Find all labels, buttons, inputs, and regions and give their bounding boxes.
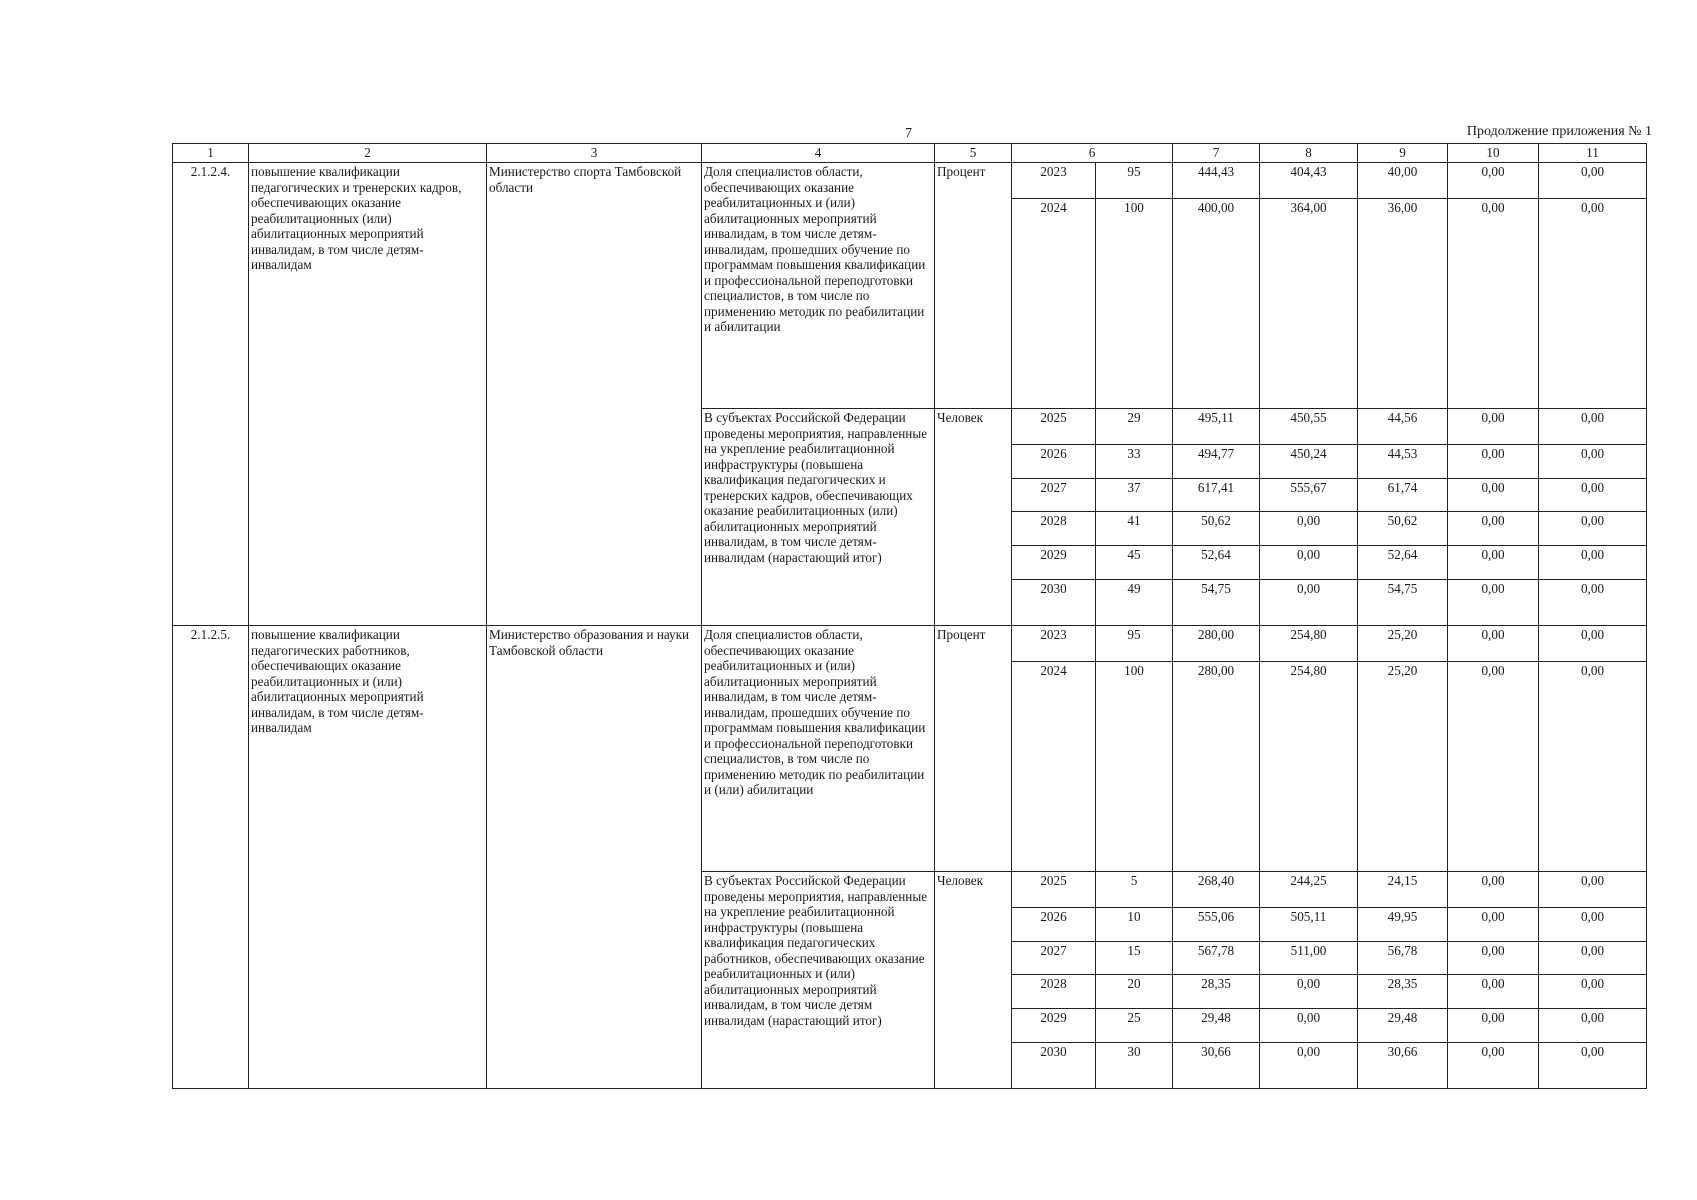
amount-other-cell: 0,00 xyxy=(1539,975,1647,1009)
amount-federal-cell: 450,24 xyxy=(1260,445,1358,479)
amount-regional-cell: 28,35 xyxy=(1358,975,1448,1009)
amount-regional-cell: 24,15 xyxy=(1358,872,1448,908)
header-cell: 7 xyxy=(1173,144,1260,163)
table-body xyxy=(173,163,1647,1089)
amount-regional-cell: 25,20 xyxy=(1358,626,1448,662)
value-cell: 45 xyxy=(1096,546,1173,580)
value-cell: 20 xyxy=(1096,975,1173,1009)
amount-total-cell: 400,00 xyxy=(1173,199,1260,409)
amount-federal-cell: 505,11 xyxy=(1260,908,1358,942)
amount-total-cell: 495,11 xyxy=(1173,409,1260,445)
header-cell: 1 xyxy=(173,144,249,163)
header-cell: 3 xyxy=(487,144,702,163)
year-cell: 2025 xyxy=(1012,872,1096,908)
value-cell: 29 xyxy=(1096,409,1173,445)
year-cell: 2023 xyxy=(1012,626,1096,662)
amount-local-cell: 0,00 xyxy=(1448,1009,1539,1043)
amount-total-cell: 54,75 xyxy=(1173,580,1260,626)
year-cell: 2029 xyxy=(1012,546,1096,580)
indicator-text: Доля специалистов области, обеспечивающих оказание реабилитационных и (или) абилитационных мероприятий инвалидам, в том числе детям-инвалидам, прошедших обучение по программам повышения квалификации и профессиональной переподготовки специалистов, в том числе по применению методик по реабилитации и абилитации xyxy=(702,163,935,409)
value-cell: 49 xyxy=(1096,580,1173,626)
indicator-unit: Процент xyxy=(935,163,1012,409)
amount-regional-cell: 30,66 xyxy=(1358,1043,1448,1089)
item-code: 2.1.2.5. xyxy=(173,626,249,1089)
value-cell: 25 xyxy=(1096,1009,1173,1043)
amount-total-cell: 50,62 xyxy=(1173,512,1260,546)
amount-total-cell: 29,48 xyxy=(1173,1009,1260,1043)
amount-other-cell: 0,00 xyxy=(1539,445,1647,479)
amount-local-cell: 0,00 xyxy=(1448,479,1539,512)
value-cell: 15 xyxy=(1096,942,1173,975)
amount-local-cell: 0,00 xyxy=(1448,546,1539,580)
amount-local-cell: 0,00 xyxy=(1448,908,1539,942)
year-cell: 2026 xyxy=(1012,908,1096,942)
item-executor: Министерство образования и науки Тамбовской области xyxy=(487,626,702,1089)
amount-federal-cell: 450,55 xyxy=(1260,409,1358,445)
year-cell: 2027 xyxy=(1012,942,1096,975)
value-cell: 100 xyxy=(1096,662,1173,872)
amount-total-cell: 567,78 xyxy=(1173,942,1260,975)
indicator-text: Доля специалистов области, обеспечивающих оказание реабилитационных и (или) абилитационных мероприятий инвалидам, в том числе детям-инвалидам, прошедших обучение по программам повышения квалификации и профессиональной переподготовки специалистов, в том числе по применению методик по реабилитации и (или) абилитации xyxy=(702,626,935,872)
amount-regional-cell: 29,48 xyxy=(1358,1009,1448,1043)
amount-regional-cell: 36,00 xyxy=(1358,199,1448,409)
amount-total-cell: 28,35 xyxy=(1173,975,1260,1009)
amount-regional-cell: 44,56 xyxy=(1358,409,1448,445)
amount-regional-cell: 25,20 xyxy=(1358,662,1448,872)
amount-local-cell: 0,00 xyxy=(1448,872,1539,908)
continuation-note: Продолжение приложения № 1 xyxy=(1466,124,1652,139)
value-cell: 95 xyxy=(1096,626,1173,662)
amount-federal-cell: 0,00 xyxy=(1260,1009,1358,1043)
table-row xyxy=(173,163,1647,199)
amount-federal-cell: 254,80 xyxy=(1260,662,1358,872)
amount-local-cell: 0,00 xyxy=(1448,662,1539,872)
amount-federal-cell: 511,00 xyxy=(1260,942,1358,975)
amount-other-cell: 0,00 xyxy=(1539,908,1647,942)
amount-other-cell: 0,00 xyxy=(1539,942,1647,975)
amount-total-cell: 280,00 xyxy=(1173,662,1260,872)
value-cell: 10 xyxy=(1096,908,1173,942)
header-cell: 6 xyxy=(1012,144,1173,163)
amount-federal-cell: 254,80 xyxy=(1260,626,1358,662)
amount-federal-cell: 244,25 xyxy=(1260,872,1358,908)
amount-other-cell: 0,00 xyxy=(1539,662,1647,872)
amount-local-cell: 0,00 xyxy=(1448,975,1539,1009)
header-cell: 8 xyxy=(1260,144,1358,163)
amount-federal-cell: 364,00 xyxy=(1260,199,1358,409)
value-cell: 5 xyxy=(1096,872,1173,908)
amount-local-cell: 0,00 xyxy=(1448,626,1539,662)
amount-regional-cell: 40,00 xyxy=(1358,163,1448,199)
amount-other-cell: 0,00 xyxy=(1539,479,1647,512)
year-cell: 2030 xyxy=(1012,1043,1096,1089)
value-cell: 33 xyxy=(1096,445,1173,479)
amount-total-cell: 268,40 xyxy=(1173,872,1260,908)
value-cell: 95 xyxy=(1096,163,1173,199)
header-row xyxy=(173,144,1647,163)
amount-regional-cell: 44,53 xyxy=(1358,445,1448,479)
amount-total-cell: 280,00 xyxy=(1173,626,1260,662)
item-executor: Министерство спорта Тамбовской области xyxy=(487,163,702,626)
appendix-table xyxy=(172,143,1647,1089)
indicator-unit: Человек xyxy=(935,409,1012,626)
year-cell: 2029 xyxy=(1012,1009,1096,1043)
page-number: 7 xyxy=(905,126,912,141)
value-cell: 41 xyxy=(1096,512,1173,546)
amount-regional-cell: 52,64 xyxy=(1358,546,1448,580)
amount-regional-cell: 61,74 xyxy=(1358,479,1448,512)
table-row xyxy=(173,626,1647,662)
amount-total-cell: 555,06 xyxy=(1173,908,1260,942)
header-cell: 2 xyxy=(249,144,487,163)
amount-regional-cell: 49,95 xyxy=(1358,908,1448,942)
year-cell: 2025 xyxy=(1012,409,1096,445)
amount-total-cell: 30,66 xyxy=(1173,1043,1260,1089)
item-name: повышение квалификации педагогических работников, обеспечивающих оказание реабилитационных и (или) абилитационных мероприятий инвалидам, в том числе детям-инвалидам xyxy=(249,626,487,1089)
amount-total-cell: 617,41 xyxy=(1173,479,1260,512)
amount-local-cell: 0,00 xyxy=(1448,512,1539,546)
amount-total-cell: 494,77 xyxy=(1173,445,1260,479)
amount-federal-cell: 404,43 xyxy=(1260,163,1358,199)
amount-other-cell: 0,00 xyxy=(1539,409,1647,445)
amount-other-cell: 0,00 xyxy=(1539,1043,1647,1089)
header-cell: 5 xyxy=(935,144,1012,163)
year-cell: 2024 xyxy=(1012,662,1096,872)
amount-federal-cell: 555,67 xyxy=(1260,479,1358,512)
amount-federal-cell: 0,00 xyxy=(1260,546,1358,580)
amount-other-cell: 0,00 xyxy=(1539,546,1647,580)
item-code: 2.1.2.4. xyxy=(173,163,249,626)
year-cell: 2028 xyxy=(1012,975,1096,1009)
value-cell: 100 xyxy=(1096,199,1173,409)
year-cell: 2024 xyxy=(1012,199,1096,409)
amount-other-cell: 0,00 xyxy=(1539,1009,1647,1043)
amount-local-cell: 0,00 xyxy=(1448,580,1539,626)
year-cell: 2023 xyxy=(1012,163,1096,199)
amount-local-cell: 0,00 xyxy=(1448,199,1539,409)
indicator-text: В субъектах Российской Федерации проведены мероприятия, направленные на укрепление реабилитационной инфраструктуры (повышена квалификация педагогических и тренерских кадров, обеспечивающих оказание реабилитационных (или) абилитационных мероприятий инвалидам, в том числе детям-инвалидам (нарастающий итог) xyxy=(702,409,935,626)
amount-other-cell: 0,00 xyxy=(1539,626,1647,662)
year-cell: 2028 xyxy=(1012,512,1096,546)
year-cell: 2030 xyxy=(1012,580,1096,626)
year-cell: 2027 xyxy=(1012,479,1096,512)
amount-federal-cell: 0,00 xyxy=(1260,512,1358,546)
year-cell: 2026 xyxy=(1012,445,1096,479)
amount-regional-cell: 54,75 xyxy=(1358,580,1448,626)
amount-other-cell: 0,00 xyxy=(1539,580,1647,626)
amount-federal-cell: 0,00 xyxy=(1260,975,1358,1009)
amount-total-cell: 52,64 xyxy=(1173,546,1260,580)
amount-local-cell: 0,00 xyxy=(1448,163,1539,199)
item-name: повышение квалификации педагогических и тренерских кадров, обеспечивающих оказание реабилитационных (или) абилитационных мероприятий инвалидам, в том числе детям-инвалидам xyxy=(249,163,487,626)
indicator-unit: Человек xyxy=(935,872,1012,1089)
amount-local-cell: 0,00 xyxy=(1448,1043,1539,1089)
amount-local-cell: 0,00 xyxy=(1448,942,1539,975)
amount-local-cell: 0,00 xyxy=(1448,445,1539,479)
indicator-unit: Процент xyxy=(935,626,1012,872)
header-cell: 10 xyxy=(1448,144,1539,163)
amount-other-cell: 0,00 xyxy=(1539,163,1647,199)
amount-other-cell: 0,00 xyxy=(1539,872,1647,908)
amount-other-cell: 0,00 xyxy=(1539,512,1647,546)
amount-regional-cell: 50,62 xyxy=(1358,512,1448,546)
indicator-text: В субъектах Российской Федерации проведены мероприятия, направленные на укрепление реабилитационной инфраструктуры (повышена квалификация педагогических работников, обеспечивающих оказание реабилитационных и (или) абилитационных мероприятий инвалидам, в том числе детям инвалидам (нарастающий итог) xyxy=(702,872,935,1089)
amount-local-cell: 0,00 xyxy=(1448,409,1539,445)
header-cell: 9 xyxy=(1358,144,1448,163)
value-cell: 30 xyxy=(1096,1043,1173,1089)
amount-regional-cell: 56,78 xyxy=(1358,942,1448,975)
amount-total-cell: 444,43 xyxy=(1173,163,1260,199)
amount-other-cell: 0,00 xyxy=(1539,199,1647,409)
amount-federal-cell: 0,00 xyxy=(1260,1043,1358,1089)
amount-federal-cell: 0,00 xyxy=(1260,580,1358,626)
header-cell: 4 xyxy=(702,144,935,163)
value-cell: 37 xyxy=(1096,479,1173,512)
header-cell: 11 xyxy=(1539,144,1647,163)
